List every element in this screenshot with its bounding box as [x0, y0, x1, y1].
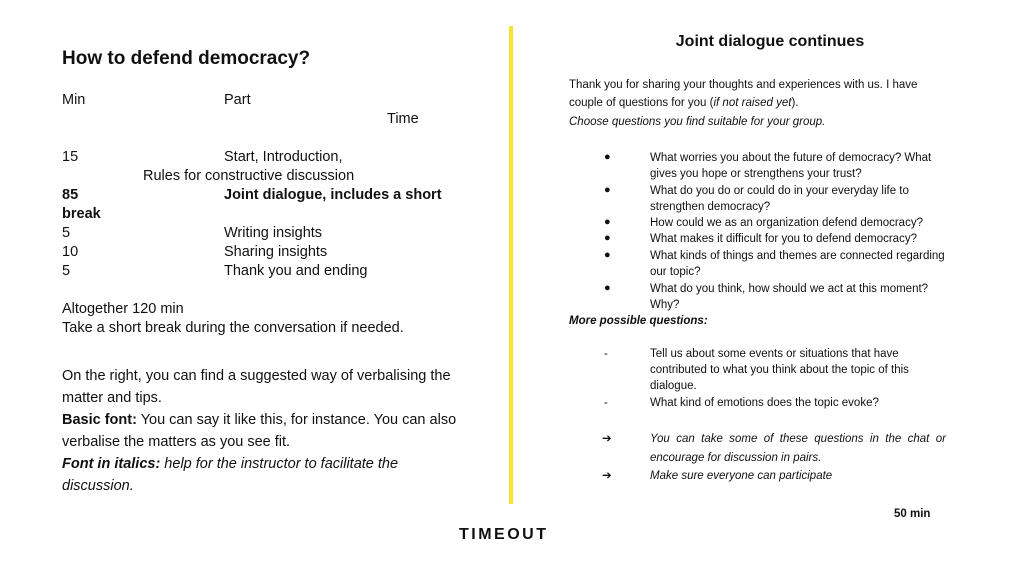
basic-font-label: Basic font:: [62, 412, 137, 428]
italic-font-text: help for the instructor to facilitate the: [160, 456, 399, 472]
question-item: Why?: [650, 299, 680, 311]
bullet-icon: ●: [604, 282, 611, 294]
row-min: 5: [62, 263, 71, 279]
row-min: break: [62, 206, 101, 222]
more-question-item: dialogue.: [650, 380, 697, 392]
break-note: Take a short break during the conversation if needed.: [62, 320, 404, 336]
basic-font-text: You can say it like this, for instance. You can also: [136, 412, 457, 428]
row-min: 10: [62, 244, 79, 260]
bullet-icon: ●: [604, 151, 611, 163]
question-item: What do you think, how should we act at this moment?: [650, 283, 929, 295]
tip-item: Make sure everyone can participate: [650, 470, 833, 482]
header-min: Min: [62, 92, 86, 108]
more-question-item: contributed to what you think about the topic of this: [650, 364, 909, 376]
section-title: Joint dialogue continues: [675, 33, 865, 50]
intro-line: [569, 95, 799, 112]
row-min: 85: [62, 187, 79, 203]
row-min: 15: [62, 149, 79, 165]
duration-label: 50 min: [894, 508, 931, 520]
intro-part: ).: [791, 97, 799, 109]
row-part: Start, Introduction,: [224, 149, 343, 165]
row-part: Writing insights: [224, 225, 323, 241]
row-part: Rules for constructive discussion: [143, 168, 355, 184]
intro-part: couple of questions for you (: [569, 97, 714, 109]
more-question-item: What kind of emotions does the topic evoke?: [650, 397, 879, 409]
total-time: Altogether 120 min: [62, 301, 184, 317]
bullet-icon: ●: [604, 232, 611, 244]
question-item: gives you hope or strengthens your trust?: [650, 168, 862, 180]
basic-font-text: verbalise the matters as you see fit.: [62, 434, 291, 450]
arrow-icon: ➔: [602, 470, 612, 482]
intro-line: Thank you for sharing your thoughts and experiences with us. I have: [569, 79, 918, 91]
dash-icon: -: [604, 397, 608, 409]
intro-italic-part: if not raised yet: [713, 97, 792, 109]
row-part: Joint dialogue, includes a short: [224, 187, 442, 203]
tip-item: You can take some of these questions in the chat or: [650, 433, 946, 445]
bullet-icon: ●: [604, 249, 611, 261]
question-item: What worries you about the future of democracy? What: [650, 152, 932, 164]
row-part: Sharing insights: [224, 244, 328, 260]
question-item: What do you do or could do in your everyday life to: [650, 185, 909, 197]
row-min: 5: [62, 225, 71, 241]
question-item: strengthen democracy?: [650, 201, 771, 213]
yellow-divider: [509, 26, 513, 504]
intro-text: matter and tips.: [62, 390, 162, 406]
intro-text: On the right, you can find a suggested way of verbalising the: [62, 368, 451, 384]
tip-item: encourage for discussion in pairs.: [650, 452, 822, 464]
instruction-line: Choose questions you find suitable for your group.: [569, 116, 826, 128]
dash-icon: -: [604, 348, 608, 360]
question-item: How could we as an organization defend democracy?: [650, 217, 923, 229]
question-item: What makes it difficult for you to defend democracy?: [650, 233, 917, 245]
italic-font-label: Font in italics:: [62, 456, 161, 472]
header-time: Time: [387, 111, 419, 127]
bullet-icon: ●: [604, 216, 611, 228]
arrow-icon: ➔: [602, 433, 612, 445]
timeout-logo: TIMEOUT: [459, 526, 549, 543]
italic-font-text: discussion.: [62, 478, 134, 494]
row-part: Thank you and ending: [224, 263, 368, 279]
basic-font-note: [62, 411, 456, 430]
bullet-icon: ●: [604, 184, 611, 196]
italic-font-note: [62, 455, 398, 474]
more-question-item: Tell us about some events or situations that have: [650, 348, 899, 360]
page-title: How to defend democracy?: [62, 48, 311, 69]
header-part: Part: [224, 92, 251, 108]
question-item: our topic?: [650, 266, 701, 278]
more-questions-title: More possible questions:: [569, 315, 708, 327]
question-item: What kinds of things and themes are connected regarding: [650, 250, 945, 262]
